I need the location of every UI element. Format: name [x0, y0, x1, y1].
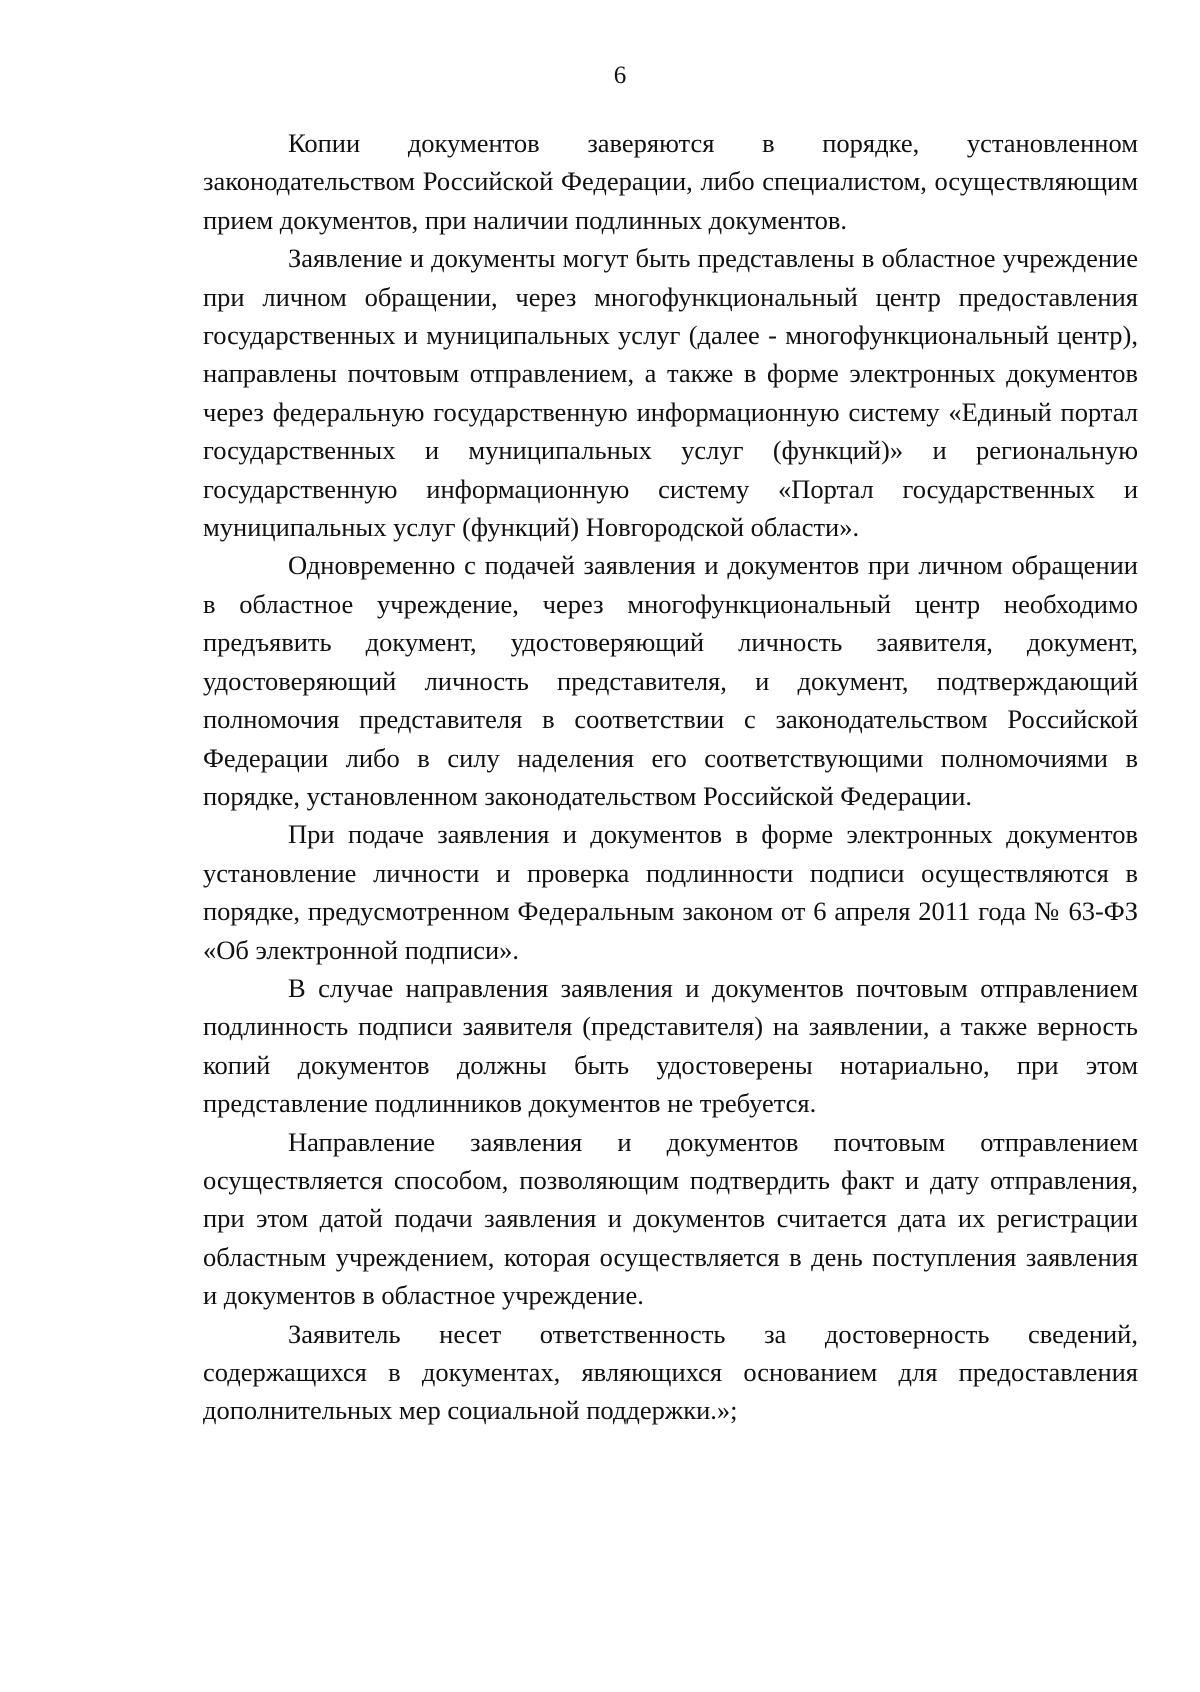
paragraph-identity-documents: Одновременно с подачей заявления и документов при личном обращении в областное учреждение, через многофункциональный центр необходимо предъявить документ, удостоверяющий личность заявителя, документ, удостоверяющий личность представителя, и документ, подтверждающий полномочия представителя в соответствии с законодательством Российской Федерации либо в силу наделения его соответствующими полномочиями в порядке, установленном законодательством Российской Федерации. — [203, 550, 1138, 811]
paragraph-copies-certification: Копии документов заверяются в порядке, установленном законодательством Российской Федерации, либо специалистом, осуществляющим прием документов, при наличии подлинных документов. — [203, 128, 1138, 235]
paragraph-postal-method: Направление заявления и документов почтовым отправлением осуществляется способом, позволяющим подтвердить факт и дату отправления, при этом датой подачи заявления и документов считается дата их регистрации областным учреждением, которая осуществляется в день поступления заявления и документов в областное учреждение. — [203, 1126, 1138, 1311]
document-body — [203, 124, 1138, 1430]
page-number: 6 — [613, 62, 627, 89]
paragraph-submission-channels: Заявление и документы могут быть представлены в областное учреждение при личном обращении, через многофункциональный центр предоставления государственных и муниципальных услуг (далее - многофункциональный центр), направлены почтовым отправлением, а также в форме электронных документов через федеральную государственную информационную систему «Единый портал государственных и муниципальных услуг (функций)» и региональную государственную информационную систему «Портал государственных и муниципальных услуг (функций) Новгородской области». — [203, 243, 1138, 543]
paragraph-electronic-submission: При подаче заявления и документов в форме электронных документов установление личности и проверка подлинности подписи осуществляются в порядке, предусмотренном Федеральным законом от 6 апреля 2011 года № 63-ФЗ «Об электронной подписи». — [203, 819, 1138, 965]
paragraph-applicant-responsibility: Заявитель несет ответственность за достоверность сведений, содержащихся в документах, являющихся основанием для предоставления дополнительных мер социальной поддержки.»; — [203, 1318, 1138, 1426]
paragraph-postal-notarization: В случае направления заявления и документов почтовым отправлением подлинность подписи заявителя (представителя) на заявлении, а также верность копий документов должны быть удостоверены нотариально, при этом представление подлинников документов не требуется. — [203, 972, 1138, 1119]
